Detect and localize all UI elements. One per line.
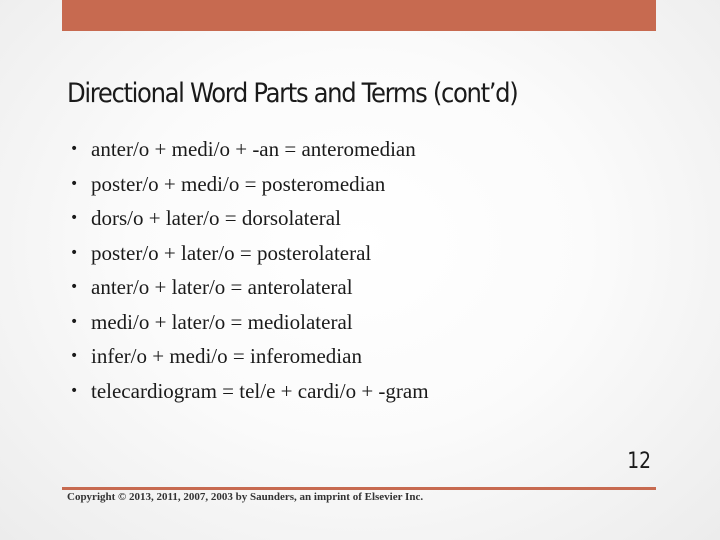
bullet-text: anter/o + medi/o + -an = anteromedian — [91, 137, 416, 161]
bullet-item — [70, 132, 429, 167]
bullet-text: anter/o + later/o = anterolateral — [91, 275, 353, 299]
bullet-text: poster/o + medi/o = posteromedian — [91, 171, 386, 196]
bullet-item — [70, 305, 429, 340]
bullet-icon: • — [70, 348, 79, 364]
slide-title: Directional Word Parts and Terms (cont’d) — [67, 78, 518, 109]
page-number: 12 — [627, 449, 651, 474]
bullet-item — [70, 236, 429, 271]
bullet-icon: • — [70, 175, 79, 192]
bullet-icon: • — [70, 313, 79, 330]
copyright-notice: Copyright © 2013, 2011, 2007, 2003 by Saunders, an imprint of Elsevier Inc. — [67, 491, 424, 503]
bullet-icon: • — [70, 141, 79, 157]
bullet-item — [70, 374, 429, 409]
bullet-item — [70, 201, 429, 236]
bullet-text: telecardiogram = tel/e + cardi/o + -gram — [91, 378, 429, 403]
bullet-text: dors/o + later/o = dorsolateral — [91, 206, 341, 230]
bullet-icon: • — [70, 210, 79, 226]
bullet-text: infer/o + medi/o = inferomedian — [91, 344, 362, 368]
bullet-icon: • — [70, 279, 79, 295]
bullet-text: poster/o + later/o = posterolateral — [91, 240, 372, 265]
bullet-list — [70, 132, 429, 408]
bullet-item — [70, 270, 429, 305]
top-accent-band — [62, 0, 656, 31]
bullet-item — [70, 339, 429, 374]
bullet-icon: • — [70, 382, 79, 399]
bullet-item — [70, 167, 429, 202]
bullet-icon: • — [70, 244, 79, 261]
bullet-text: medi/o + later/o = mediolateral — [91, 309, 353, 334]
